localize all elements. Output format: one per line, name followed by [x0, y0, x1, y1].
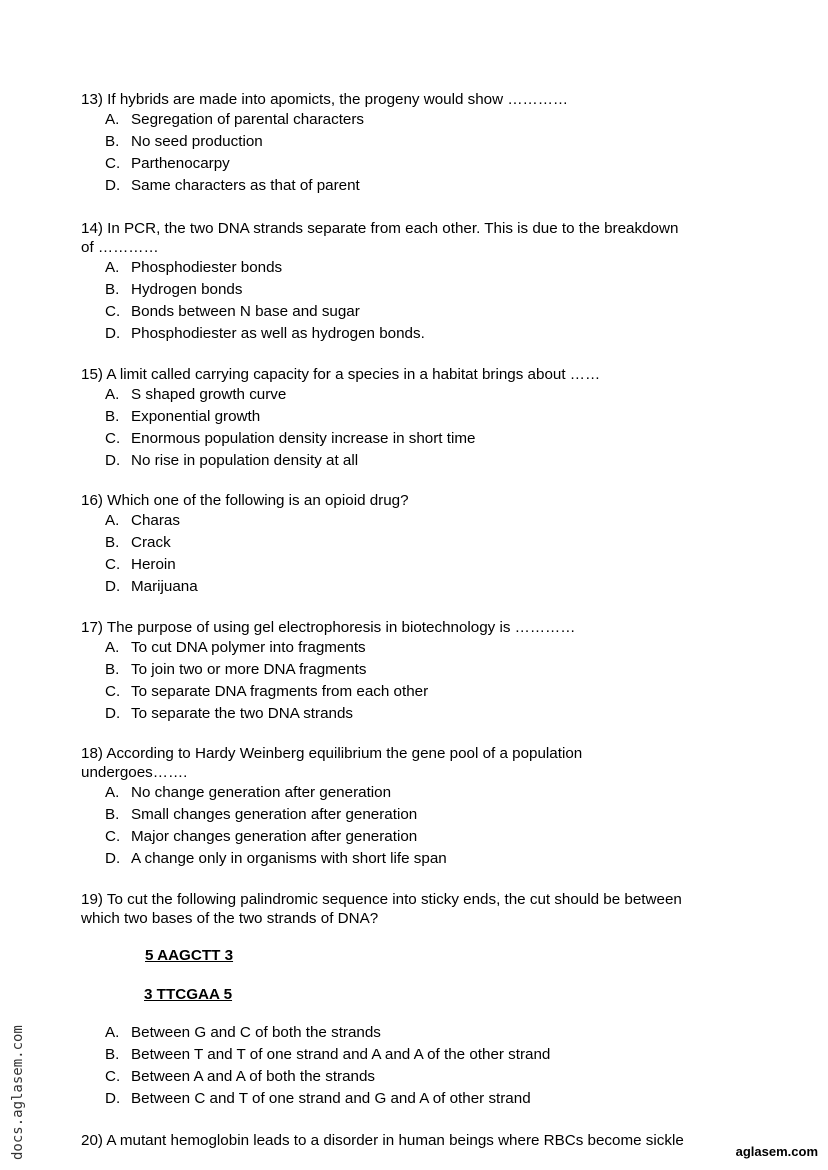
option: D. Phosphodiester as well as hydrogen bonds.	[105, 325, 425, 342]
options-list	[81, 1022, 761, 1110]
option: A. No change generation after generation	[105, 784, 392, 801]
options-list	[81, 510, 761, 598]
options-list	[81, 782, 761, 870]
question-stem: 13) If hybrids are made into apomicts, the progeny would show …………	[81, 91, 569, 108]
question-stem: 20) A mutant hemoglobin leads to a disorder in human beings where RBCs become sickle	[81, 1132, 684, 1149]
option: D. To separate the two DNA strands	[105, 705, 354, 722]
option: B. Exponential growth	[105, 408, 261, 425]
question-13	[81, 90, 761, 197]
question-18	[81, 744, 761, 870]
question-14	[81, 219, 761, 345]
option: B. Crack	[105, 534, 171, 551]
option: A. S shaped growth curve	[105, 386, 287, 403]
question-stem: 17) The purpose of using gel electrophoresis in biotechnology is …………	[81, 619, 576, 636]
question-17	[81, 618, 761, 725]
options-list	[81, 257, 761, 345]
option: D. Same characters as that of parent	[105, 177, 360, 194]
question-stem: 14) In PCR, the two DNA strands separate from each other. This is due to the breakdown	[81, 220, 679, 237]
option: A. Charas	[105, 512, 180, 529]
question-stem: 18) According to Hardy Weinberg equilibrium the gene pool of a population	[81, 745, 583, 762]
question-stem: 15) A limit called carrying capacity for a species in a habitat brings about ……	[81, 366, 601, 383]
option: B. No seed production	[105, 133, 263, 150]
option: C. Major changes generation after generation	[105, 828, 418, 845]
question-stem: 19) To cut the following palindromic sequence into sticky ends, the cut should be between	[81, 891, 682, 908]
option: C. Between A and A of both the strands	[105, 1068, 376, 1085]
options-list	[81, 109, 761, 197]
option: D. Marijuana	[105, 578, 198, 595]
option: C. Heroin	[105, 556, 176, 573]
question-stem: 16) Which one of the following is an opioid drug?	[81, 492, 409, 509]
question-stem-continued: of …………	[81, 239, 159, 256]
option: A. Segregation of parental characters	[105, 111, 365, 128]
option: D. Between C and T of one strand and G and A of other strand	[105, 1090, 531, 1107]
option: C. To separate DNA fragments from each other	[105, 683, 429, 700]
question-15	[81, 365, 761, 472]
question-19-options	[81, 1022, 761, 1110]
option: D. A change only in organisms with short life span	[105, 850, 447, 867]
option: B. Small changes generation after generation	[105, 806, 418, 823]
option: A. Phosphodiester bonds	[105, 259, 283, 276]
option: B. Hydrogen bonds	[105, 281, 243, 298]
dna-sequence-strand-2: 3 TTCGAA 5	[144, 986, 233, 1003]
question-19	[81, 890, 761, 928]
option: C. Parthenocarpy	[105, 155, 230, 172]
question-stem-continued: which two bases of the two strands of DNA?	[81, 910, 379, 927]
question-stem-continued: undergoes…….	[81, 764, 188, 781]
dna-sequence-strand-1: 5 AAGCTT 3	[145, 947, 234, 964]
watermark: docs.aglasem.com	[10, 1025, 26, 1160]
option: A. To cut DNA polymer into fragments	[105, 639, 366, 656]
option: C. Enormous population density increase in short time	[105, 430, 476, 447]
option: A. Between G and C of both the strands	[105, 1024, 381, 1041]
option: D. No rise in population density at all	[105, 452, 359, 469]
option: C. Bonds between N base and sugar	[105, 303, 360, 320]
brand-footer: aglasem.com	[735, 1144, 818, 1159]
question-20	[81, 1131, 761, 1150]
options-list	[81, 384, 761, 472]
option: B. Between T and T of one strand and A and A of the other strand	[105, 1046, 551, 1063]
option: B. To join two or more DNA fragments	[105, 661, 367, 678]
options-list	[81, 637, 761, 725]
question-16	[81, 491, 761, 598]
